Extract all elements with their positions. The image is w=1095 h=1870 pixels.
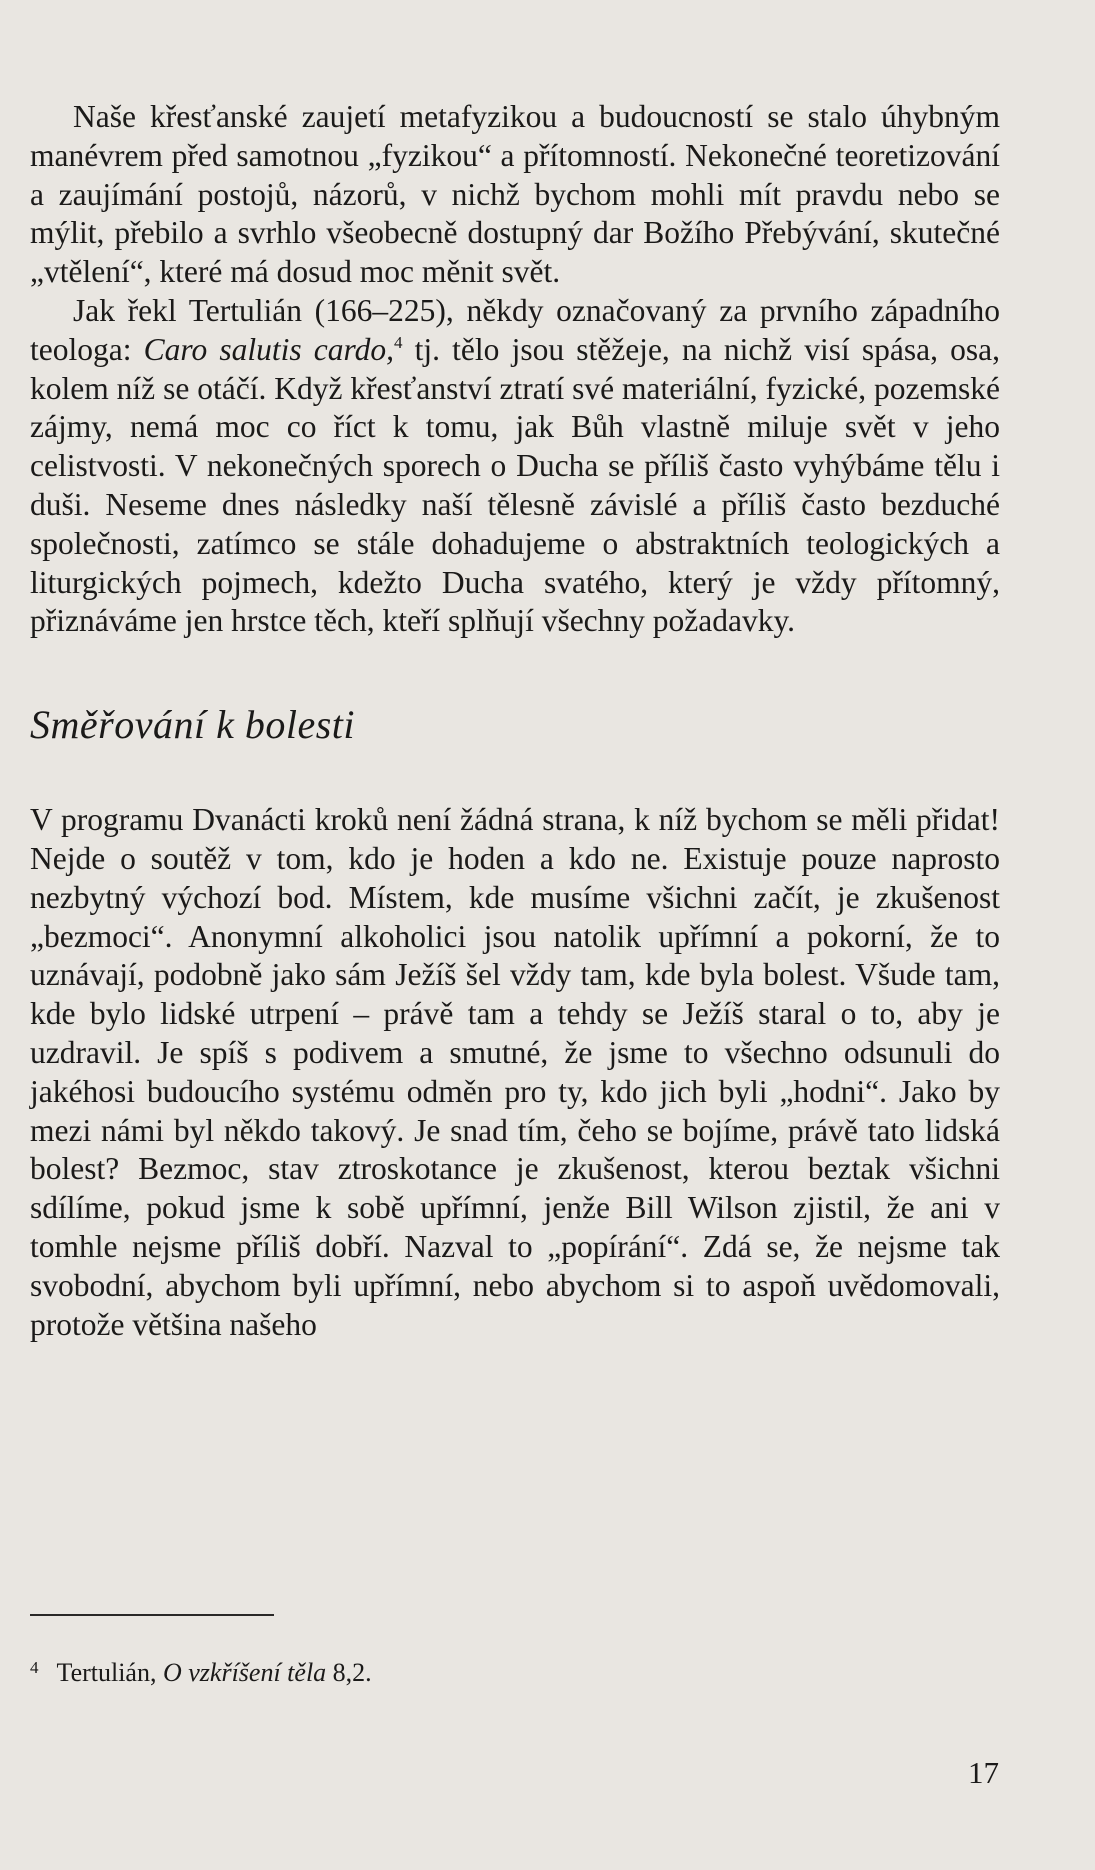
page-body: [30, 98, 1000, 1344]
page-number: 17: [968, 1755, 999, 1790]
footnote: [30, 1652, 372, 1689]
latin-quote: Caro salutis cardo,: [143, 331, 394, 367]
footnote-location: 8,2.: [326, 1658, 372, 1687]
footnote-title: O vzkříšení těla: [162, 1658, 327, 1687]
footnote-reference[interactable]: 4: [394, 332, 403, 352]
footnote-number: 4: [30, 1658, 39, 1677]
footnote-author: Tertulián,: [56, 1658, 163, 1687]
footnote-divider: [30, 1614, 274, 1616]
section-spacer-top: [30, 641, 1000, 701]
paragraph-2-text-before: Jak řekl Tertulián (166–225), někdy označovaný za prvního západního teologa:: [30, 292, 1000, 367]
paragraph-2-text-after: tj. tělo jsou stěžeje, na nichž visí spása, osa, kolem níž se otáčí. Když křesťanství ztratí své materiální, fyzické, pozemské zájmy, nemá moc co říct k tomu, jak Bůh vlastně miluje svět v jeho celistvosti. V nekonečných sporech o Ducha se příliš často vyhýbáme tělu i duši. Neseme dnes následky naší tělesně závislé a příliš často bezduché společnosti, zatímco se stále dohadujeme o abstraktních teologických a liturgických pojmech, kdežto Ducha svatého, který je vždy přítomný, přiznáváme jen hrstce těch, kteří splňují všechny požadavky.: [30, 331, 1000, 639]
section-heading: Směřování k bolesti: [30, 702, 355, 748]
paragraph-1: Naše křesťanské zaujetí metafyzikou a budoucností se stalo úhybným manévrem před samotnou „fyzikou“ a přítomností. Nekonečné teoretizování a zaujímání postojů, názorů, v nichž bychom mohli mít pravdu nebo se mýlit, přebilo a svrhlo všeobecně dostupný dar Božího Přebývání, skutečné „vtělení“, které má dosud moc měnit svět.: [30, 99, 1000, 290]
paragraph-2: [30, 292, 1000, 641]
paragraph-3: V programu Dvanácti kroků není žádná strana, k níž bychom se měli přidat! Nejde o soutěž v tom, kdo je hoden a kdo ne. Existuje pouze naprosto nezbytný výchozí bod. Místem, kde musíme všichni začít, je zkušenost „bezmoci“. Anonymní alkoholici jsou natolik upřímní a pokorní, že to uznávají, podobně jako sám Ježíš šel vždy tam, kde byla bolest. Všude tam, kde bylo lidské utrpení – právě tam a tehdy se Ježíš staral o to, aby je uzdravil. Je spíš s podivem a smutné, že jsme to všechno odsunuli do jakéhosi budoucího systému odměn pro ty, kdo jich byli „hodni“. Jako by mezi námi byl někdo takový. Je snad tím, čeho se bojíme, právě tato lidská bolest? Bezmoc, stav ztroskotance je zkušenost, kterou beztak všichni sdílíme, pokud jsme k sobě upřímní, jenže Bill Wilson zjistil, že ani v tomhle nejsme příliš dobří. Nazval to „popírání“. Zdá se, že nejsme tak svobodní, abychom byli upřímní, nebo abychom si to aspoň uvědomovali, protože většina našeho: [30, 802, 1000, 1342]
section-spacer-bottom: [30, 749, 1000, 801]
